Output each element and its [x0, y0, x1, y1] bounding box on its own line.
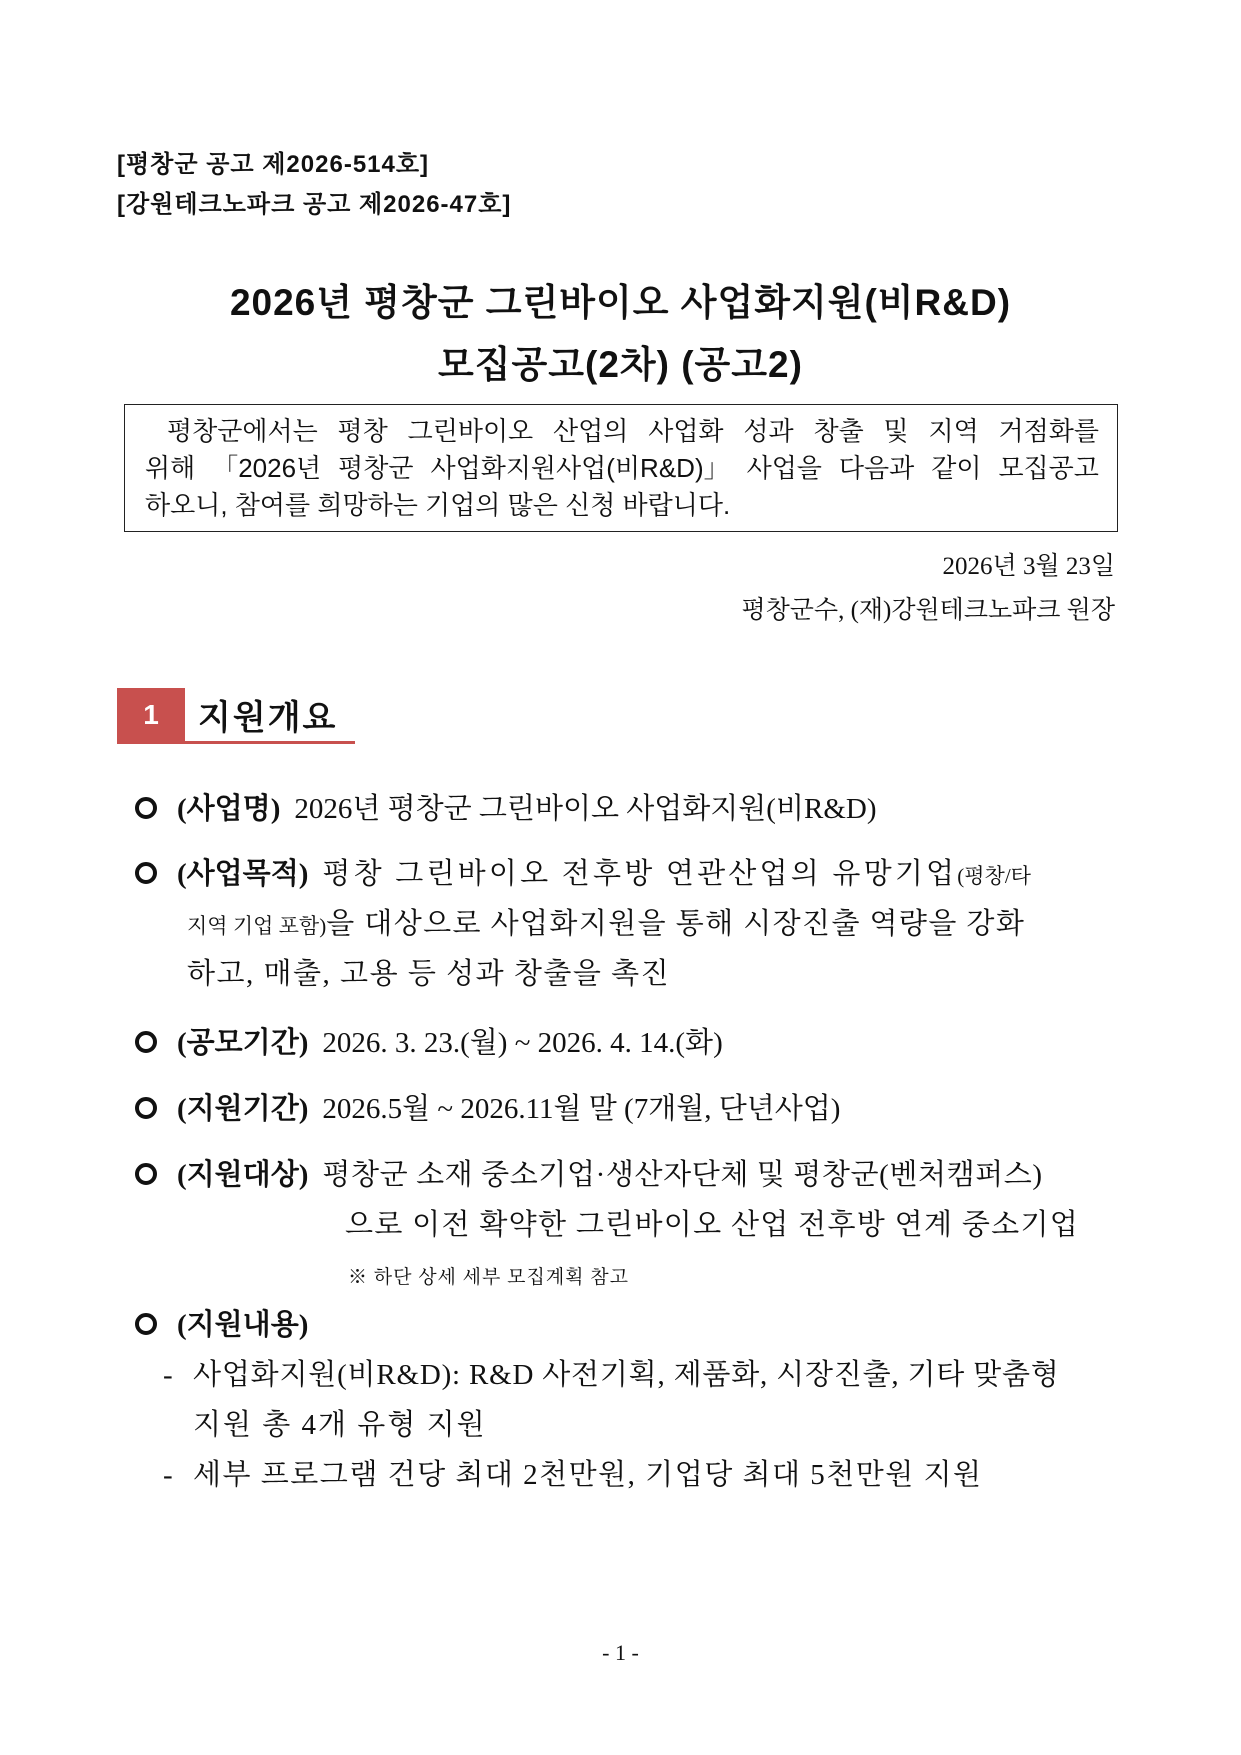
circle-bullet-icon	[135, 1313, 157, 1335]
intro-text: 하오니, 참여를 희망하는 기업의 많은 신청 바랍니다.	[145, 490, 731, 520]
item-text: 평창 그린바이오 전후방 연관산업의 유망기업	[322, 858, 958, 890]
item-purpose-line2	[187, 899, 1025, 951]
item-label: (지원대상)	[177, 1159, 309, 1191]
section-title-underline	[117, 741, 355, 744]
item-application-period	[135, 1018, 723, 1068]
intro-word: 「2026년	[212, 453, 322, 483]
item-support-content	[135, 1300, 322, 1350]
intro-word: 산업의	[553, 416, 629, 446]
item-label: (지원내용)	[177, 1309, 309, 1341]
intro-line-3	[145, 487, 1099, 524]
notice-number-county: [평창군 공고 제2026-514호]	[117, 151, 430, 178]
item-text: 평창군 소재 중소기업·생산자단체 및 평창군(벤처캠퍼스)	[322, 1159, 1043, 1191]
item-label: (공모기간)	[177, 1027, 309, 1059]
circle-bullet-icon	[135, 1097, 157, 1119]
dash-marker: -	[163, 1459, 173, 1491]
content-dash-item-1	[163, 1350, 1060, 1400]
circle-bullet-icon	[135, 797, 157, 819]
item-text: 세부 프로그램 건당 최대 2천만원, 기업당 최대 5천만원 지원	[193, 1459, 983, 1491]
item-text: 2026.5월 ~ 2026.11월 말 (7개월, 단년사업)	[322, 1093, 841, 1125]
item-support-target-note: ※ 하단 상세 세부 모집계획 참고	[348, 1267, 629, 1288]
content-dash-item-2	[163, 1450, 983, 1500]
item-text: 을 대상으로 사업화지원을 통해 시장진출 역량을 강화	[326, 908, 1026, 940]
notice-numbers	[117, 145, 511, 225]
item-label: (사업명)	[177, 793, 281, 825]
page-number: - 1 -	[602, 1640, 639, 1665]
intro-word: 지역	[928, 416, 979, 446]
item-purpose	[135, 849, 1115, 901]
intro-word: 사업화	[648, 416, 724, 446]
intro-word: 다음과	[838, 453, 915, 483]
section-number-badge: 1	[117, 688, 185, 742]
intro-line-2	[145, 450, 1099, 487]
intro-word: 위해	[145, 453, 196, 483]
intro-word: 및	[883, 416, 909, 446]
intro-word: 평창군	[338, 453, 414, 483]
intro-word: 평창	[337, 416, 388, 446]
document-title-line1: 2026년 평창군 그린바이오 사업화지원(비R&D)	[229, 282, 1012, 323]
item-project-name	[135, 784, 876, 834]
notice-number-technopark: [강원테크노파크 공고 제2026-47호]	[117, 191, 512, 218]
announcement-date: 2026년 3월 23일	[942, 553, 1115, 580]
intro-word: 사업을	[746, 453, 822, 483]
intro-word: 사업화지원사업(비R&D)」	[430, 453, 730, 483]
announcement-signer: 평창군수, (재)강원테크노파크 원장	[741, 597, 1115, 624]
item-purpose-line3: 하고, 매출, 고용 등 성과 창출을 촉진	[187, 958, 671, 990]
intro-word: 창출	[813, 416, 864, 446]
intro-line-1	[145, 413, 1099, 450]
item-text: 2026년 평창군 그린바이오 사업화지원(비R&D)	[294, 793, 877, 825]
circle-bullet-icon	[135, 1163, 157, 1185]
item-text: 사업화지원(비R&D): R&D 사전기획, 제품화, 시장진출, 기타 맞춤형	[193, 1359, 1060, 1391]
circle-bullet-icon	[135, 862, 157, 884]
intro-word: 거점화를	[998, 416, 1099, 446]
intro-word: 같이	[931, 453, 982, 483]
intro-box	[124, 404, 1118, 532]
item-label: (지원기간)	[177, 1093, 309, 1125]
dash-marker: -	[163, 1359, 173, 1391]
section-title: 지원개요	[198, 699, 338, 737]
item-support-target	[135, 1150, 1043, 1200]
intro-word: 성과	[743, 416, 794, 446]
item-text-small: (평창/타	[957, 864, 1031, 888]
intro-word: 그린바이오	[407, 416, 534, 446]
content-dash-item-1-line2: 지원 총 4개 유형 지원	[193, 1409, 487, 1441]
item-text-small: 지역 기업 포함)	[187, 914, 327, 938]
item-label: (사업목적)	[177, 858, 309, 890]
circle-bullet-icon	[135, 1031, 157, 1053]
document-title-line2: 모집공고(2차) (공고2)	[438, 344, 803, 385]
item-text: 2026. 3. 23.(월) ~ 2026. 4. 14.(화)	[322, 1027, 723, 1059]
item-support-target-line2: 으로 이전 확약한 그린바이오 산업 전후방 연계 중소기업	[345, 1209, 1080, 1241]
intro-word: 평창군에서는	[167, 416, 318, 446]
intro-word: 모집공고	[998, 453, 1099, 483]
item-support-period	[135, 1084, 840, 1134]
